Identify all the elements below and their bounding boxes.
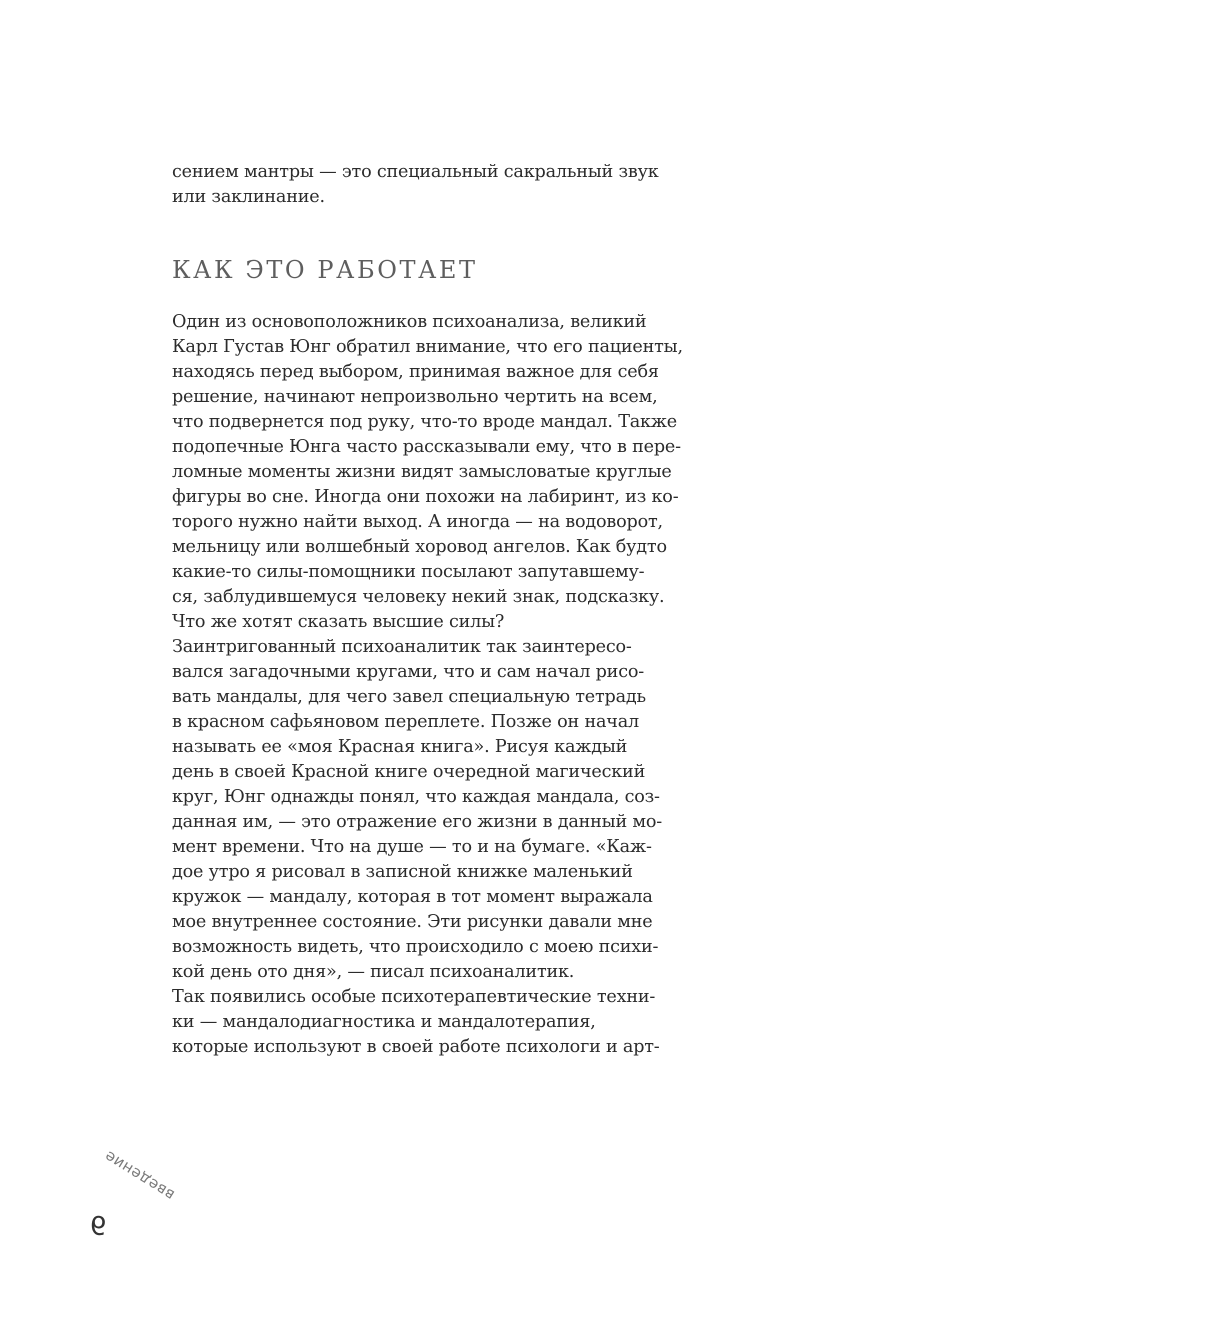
text-line: день в своей Красной книге очередной магический (172, 762, 646, 782)
text-line: мент времени. Что на душе — то и на бумаге. «Каж- (172, 837, 652, 857)
text-line: Что же хотят сказать высшие силы? (172, 612, 505, 632)
text-line: какие-то силы-помощники посылают запутавшему- (172, 562, 645, 582)
running-header: введение (100, 1147, 178, 1205)
text-line: вать мандалы, для чего завел специальную тетрадь (172, 687, 646, 707)
text-line: которые используют в своей работе психологи и арт- (172, 1037, 660, 1057)
text-line: фигуры во сне. Иногда они похожи на лабиринт, из ко- (172, 487, 679, 507)
text-line: Один из основоположников психоанализа, великий (172, 312, 647, 332)
text-line: торого нужно найти выход. А иногда — на водоворот, (172, 512, 663, 532)
text-line: называть ее «моя Красная книга». Рисуя каждый (172, 737, 628, 757)
text-line: кружок — мандалу, которая в тот момент выражала (172, 887, 653, 907)
body-paragraph (172, 310, 683, 1060)
text-line: ки — мандалодиагностика и мандалотерапия, (172, 1012, 596, 1032)
text-line: возможность видеть, что происходило с моею психи- (172, 937, 659, 957)
intro-paragraph (172, 160, 659, 210)
text-line: мое внутреннее состояние. Эти рисунки давали мне (172, 912, 653, 932)
section-heading: КАК ЭТО РАБОТАЕТ (172, 256, 478, 284)
text-line: кой день ото дня», — писал психоаналитик. (172, 962, 575, 982)
text-line: решение, начинают непроизвольно чертить на всем, (172, 387, 658, 407)
text-line: вался загадочными кругами, что и сам начал рисо- (172, 662, 644, 682)
text-line: что подвернется под руку, что-то вроде мандал. Также (172, 412, 678, 432)
text-line: данная им, — это отражение его жизни в данный мо- (172, 812, 663, 832)
text-line: в красном сафьяновом переплете. Позже он начал (172, 712, 639, 732)
text-line: дое утро я рисовал в записной книжке маленький (172, 862, 633, 882)
text-line: Заинтригованный психоаналитик так заинтересо- (172, 637, 632, 657)
page-number: 9 (90, 1212, 107, 1242)
text-line: Карл Густав Юнг обратил внимание, что его пациенты, (172, 337, 683, 357)
text-line: подопечные Юнга часто рассказывали ему, что в пере- (172, 437, 681, 457)
text-line: сением мантры — это специальный сакральный звук (172, 162, 659, 182)
text-line: круг, Юнг однажды понял, что каждая мандала, соз- (172, 787, 660, 807)
text-line: находясь перед выбором, принимая важное для себя (172, 362, 659, 382)
text-line: Так появились особые психотерапевтические техни- (172, 987, 656, 1007)
text-line: ся, заблудившемуся человеку некий знак, подсказку. (172, 587, 665, 607)
text-line: мельницу или волшебный хоровод ангелов. Как будто (172, 537, 667, 557)
text-line: или заклинание. (172, 187, 325, 207)
text-line: ломные моменты жизни видят замысловатые круглые (172, 462, 672, 482)
